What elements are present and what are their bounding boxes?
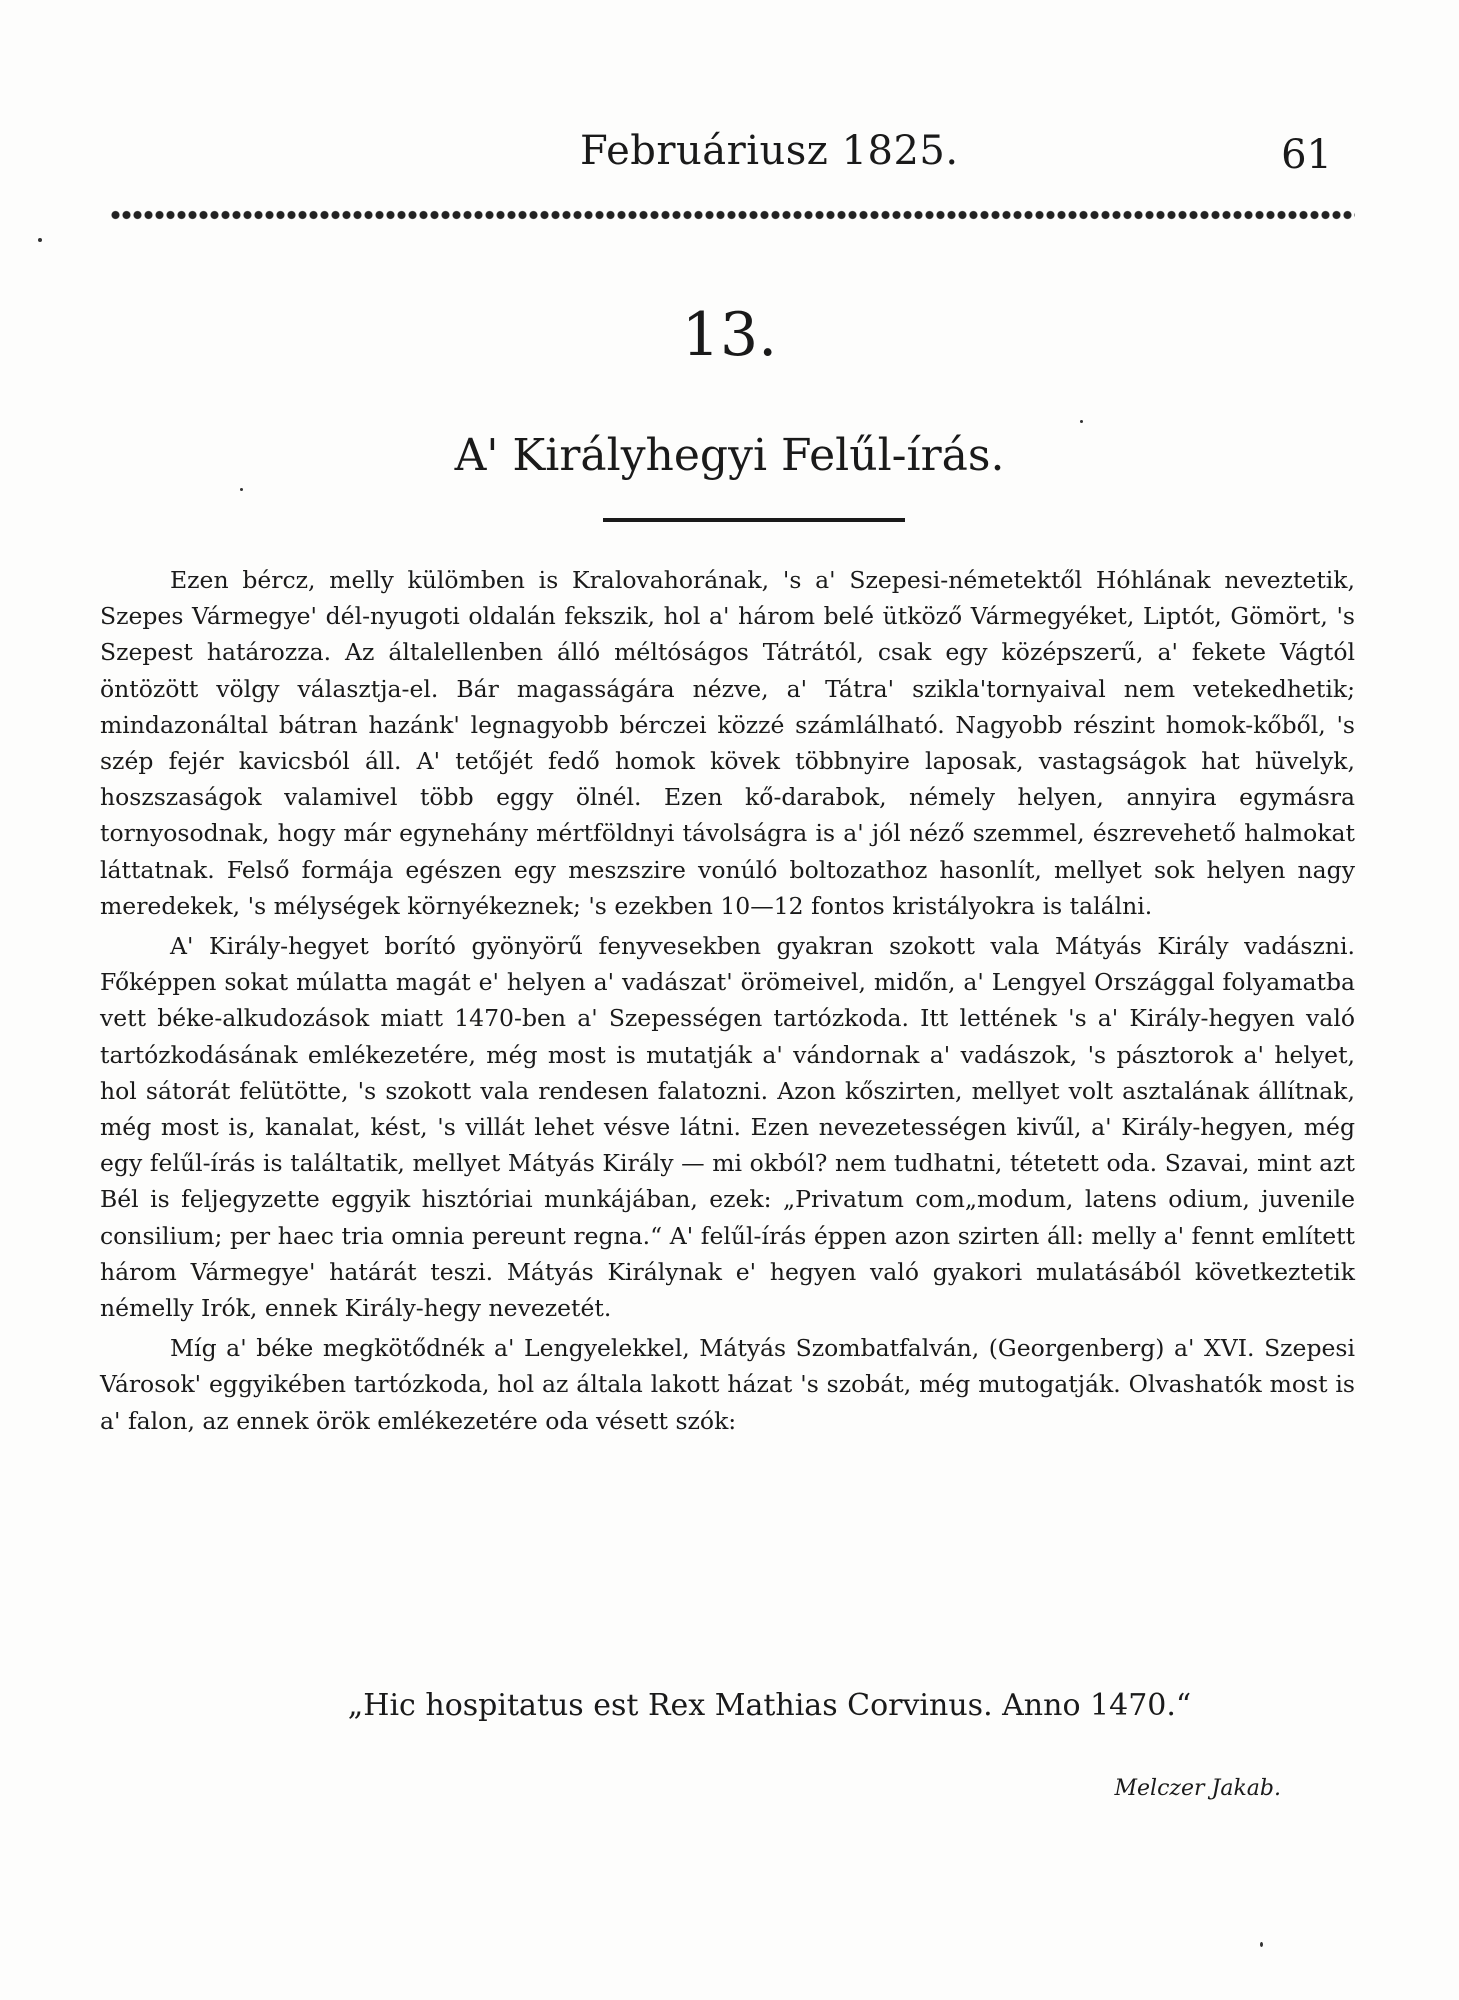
article-title: A' Királyhegyi Felűl-írás. <box>454 430 1005 481</box>
print-speck <box>38 238 42 242</box>
print-speck <box>240 488 243 491</box>
paragraph-3: Míg a' béke megkötődnék a' Lengyelekkel, Mátyás Szombatfalván, (Georgenberg) a' XVI. Szepesi Városok' eggyikében tartózkoda, hol az általa lakott házat 's szobát, még mutogatják. Olvashatók most is a' falon, az ennek örök emlékezetére oda vésett szók: <box>100 1334 1355 1435</box>
paragraph-2: A' Király-hegyet borító gyönyörű fenyvesekben gyakran szokott vala Mátyás Király vadászni. Főképpen sokat múlatta magát e' helyen a' vadászat' örömeivel, midőn, a' Lengyel Országgal folyamatba vett béke-alkudozások miatt 1470-ben a' Szepességen tartózkoda. Itt lettének 's a' Király-hegyen való tartózkodásának emlékezetére, még most is mutatják a' vándornak a' vadászok, 's pásztorok a' helyet, hol sátorát felütötte, 's szokott vala rendesen falatozni. Azon kőszirten, mellyet volt asztalának állítnak, még most is, kanalat, kést, 's villát lehet vésve látni. Ezen nevezetességen kivűl, a' Király-hegyen, még egy felűl-írás is találtatik, mellyet Mátyás Király — mi okból? nem tudhatni, tétetett oda. Szavai, mint azt Bél is feljegyzette eggyik hisztóriai munkájában, ezek: „Privatum com„modum, latens odium, juvenile consilium; per haec tria omnia pereunt regna.“ A' felűl-írás éppen azon szirten áll: melly a' fennt említett három Vármegye' határát teszi. Mátyás Királynak e' hegyen való gyakori mulatásából következtetik némelly Irók, ennek Király-hegy nevezetét. <box>100 932 1355 1323</box>
running-title: Februáriusz 1825. <box>580 128 959 174</box>
article-body <box>100 562 1355 1439</box>
author-signature: Melczer Jakab. <box>1114 1776 1281 1801</box>
inscription-quote: „Hic hospitatus est Rex Mathias Corvinus. Anno 1470.“ <box>347 1688 1192 1723</box>
article-number: 13. <box>681 300 778 370</box>
title-divider <box>603 518 905 522</box>
page-header <box>100 128 1350 188</box>
print-speck <box>1080 420 1083 423</box>
paragraph-1: Ezen bércz, melly külömben is Kralovahorának, 's a' Szepesi-németektől Hóhlának neveztetik, Szepes Vármegye' dél-nyugoti oldalán fekszik, hol a' három belé ütköző Vármegyéket, Liptót, Gömört, 's Szepest határozza. Az általellenben álló méltóságos Tátrától, csak egy középszerű, a' fekete Vágtól öntözött völgy választja-el. Bár magasságára nézve, a' Tátra' szikla'tornyaival nem vetekedhetik; mindazonáltal bátran hazánk' legnagyobb bérczei közzé számlálható. Nagyobb részint homok-kőből, 's szép fejér kavicsból áll. A' tetőjét fedő homok kövek többnyire laposak, vastagságok hat hüvelyk, hoszszaságok valamivel több eggy ölnél. Ezen kő-darabok, némely helyen, annyira egymásra tornyosodnak, hogy már egynehány mértföldnyi távolságra is a' jól néző szemmel, észrevehető halmokat láttatnak. Felső formája egészen egy meszszire vonúló boltozathoz hasonlít, mellyet sok helyen nagy meredekek, 's mélységek környékeznek; 's ezekben 10—12 fontos kristályokra is találni. <box>100 566 1355 920</box>
decorative-ornament-rule <box>110 208 1355 222</box>
page-number: 61 <box>1281 132 1332 178</box>
print-speck <box>1260 1942 1263 1947</box>
